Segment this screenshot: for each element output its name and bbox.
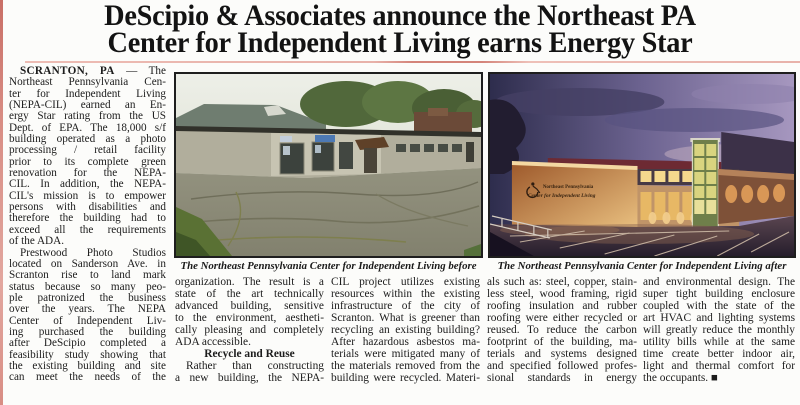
headline-line-1: DeScipio & Associates announce the Northeast PA <box>104 0 696 32</box>
section-subhead: Recycle and Reuse <box>204 347 295 360</box>
photo-before-illustration <box>176 74 481 256</box>
scan-artifact-line-left <box>0 0 3 405</box>
paragraph-3: organization. The result is a state of the art technically advanced building, sensitive to the environment, aestheti- cally pleasing and completely ADA accessible. <box>175 276 324 348</box>
photo-building-after <box>488 72 796 258</box>
dateline-city: SCRANTON, PA <box>20 65 115 77</box>
headline-line-2: Center for Independent Living earns Energy Star <box>107 27 693 59</box>
article-column-5: and environmental design. The super tight building enclosure coupled with the state of the art HVAC and lighting systems will greatly reduce the monthly utility bills while at the same time create better indoor air, light and thermal comfort for the occupants. ■ <box>643 276 795 384</box>
article-column-4: als such as: steel, copper, stain- less steel, wood framing, rigid roofing insulation and rubber roofing were either recycled or reused. To reduce the carbon footprint of the building, ma- terials and systems designed and specified followed profes- sional standards in energy <box>487 276 637 384</box>
building-sign-line-1: Northeast Pennsylvania <box>542 184 594 191</box>
photo-building-before <box>174 72 483 258</box>
article-column-3: CIL project utilizes existing resources within the existing infrastructure of the city of Scranton. What is greener than recycling an existing building? After hazardous asbestos ma- terials were mitigated many of the materials removed from the building were recycled. Materi- <box>331 276 480 384</box>
building-sign-line-2: Center for Independent Living <box>527 192 596 200</box>
paragraph-1: Northeast Pennsylvania Cen- ter for Independent Living (NEPA-CIL) earned an En- ergy Star rating from the US Dept. of EPA. The 18,000 s/f building operated as a photo processing / retail facility prior to its complete green renovation for the NEPA- CIL. In addition, the NEPA- CIL's mission is to empower persons with disabilities and therefore the building had to exceed all the requirements of the ADA. <box>9 76 166 248</box>
article-column-1 <box>9 66 166 384</box>
photo-after-caption: The Northeast Pennsylvania Center for Independent Living after <box>497 260 787 272</box>
article-headline <box>0 0 800 59</box>
dateline-rest: — The <box>114 65 166 77</box>
paragraph-2: Prestwood Photo Studios located on Sanderson Ave. in Scranton rise to land mark status because so many peo- ple patronized the business over the years. The NEPA Center of Independent Liv- ing purchased the building after DeScipio completed a feasibility study showing that the existing building and site can meet the needs of the <box>9 246 166 384</box>
paragraph-4: Rather than constructing a new building, the NEPA- <box>175 359 324 384</box>
scan-artifact-line-horizontal <box>25 61 800 63</box>
photo-after-illustration <box>490 74 794 256</box>
article-column-2 <box>175 277 324 385</box>
photo-before-caption: The Northeast Pennsylvania Center for Independent Living before <box>180 260 477 272</box>
